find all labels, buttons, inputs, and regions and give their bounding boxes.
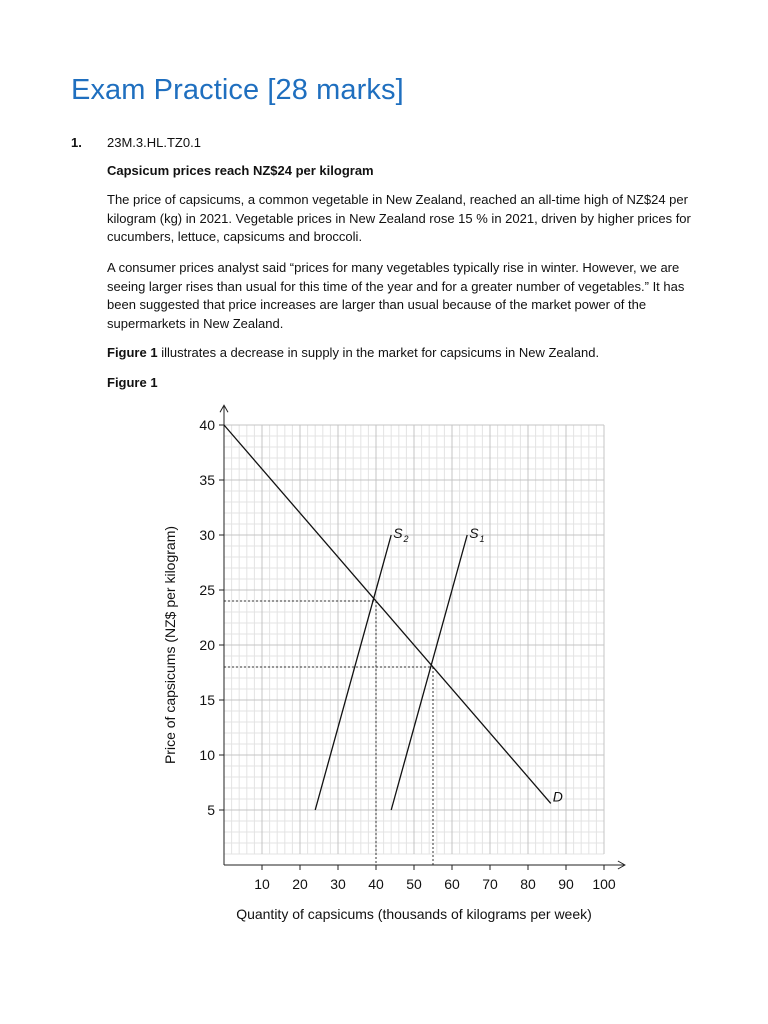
x-tick-label: 70 — [482, 876, 498, 892]
curve-label-s2: $S_2$ — [393, 525, 409, 544]
x-tick-label: 90 — [558, 876, 574, 892]
question-code: 23M.3.HL.TZ0.1 — [107, 135, 201, 150]
x-tick-label: 20 — [292, 876, 308, 892]
x-tick-label: 40 — [368, 876, 384, 892]
x-axis-label: Quantity of capsicums (thousands of kilograms per week) — [236, 906, 592, 922]
y-axis-label: Price of capsicums (NZ$ per kilogram) — [162, 525, 178, 765]
x-tick-label: 60 — [444, 876, 460, 892]
y-tick-label: 15 — [199, 692, 215, 708]
paragraph-figure-intro — [107, 344, 707, 363]
figure-1-chart — [120, 400, 640, 930]
y-tick-label: 20 — [199, 637, 215, 653]
figure-intro-text: illustrates a decrease in supply in the market for capsicums in New Zealand. — [157, 345, 600, 360]
x-tick-label: 100 — [592, 876, 616, 892]
paragraph-price-rise: The price of capsicums, a common vegetable in New Zealand, reached an all-time high of NZ$24 per kilogram (kg) in 2021. Vegetable prices in New Zealand rose 15 % in 2021, driven by higher prices for cucumbers, lettuce, capsicums and broccoli. — [107, 192, 691, 244]
y-tick-label: 35 — [199, 472, 215, 488]
curve-subscript: 2 — [403, 534, 409, 544]
y-tick-label: 25 — [199, 582, 215, 598]
article-headline: Capsicum prices reach NZ$24 per kilogram — [107, 163, 374, 178]
figure-reference: Figure 1 — [107, 345, 158, 360]
curve-label-s1: $S_1$ — [469, 525, 485, 544]
y-tick-label: 40 — [199, 417, 215, 433]
y-tick-label: 5 — [207, 802, 215, 818]
x-tick-label: 50 — [406, 876, 422, 892]
curve-d — [224, 425, 551, 803]
y-tick-label: 10 — [199, 747, 215, 763]
chart-svg — [120, 400, 640, 930]
x-tick-label: 80 — [520, 876, 536, 892]
curve-label-d: D — [552, 788, 563, 805]
curve-subscript: 1 — [479, 534, 485, 544]
curves — [224, 425, 563, 810]
y-tick-label: 30 — [199, 527, 215, 543]
grid-major — [224, 425, 604, 854]
figure-label: Figure 1 — [107, 375, 158, 390]
question-number: 1. — [71, 135, 82, 150]
page-title: Exam Practice [28 marks] — [71, 74, 404, 106]
paragraph-analyst-quote: A consumer prices analyst said “prices for many vegetables typically rise in winter. However, we are seeing larger rises than usual for this time of the year and for a greater number of vegetables.” It has been suggested that price increases are larger than usual because of the market power of the supermarkets in New Zealand. — [107, 260, 685, 331]
x-tick-label: 30 — [330, 876, 346, 892]
x-tick-label: 10 — [254, 876, 270, 892]
